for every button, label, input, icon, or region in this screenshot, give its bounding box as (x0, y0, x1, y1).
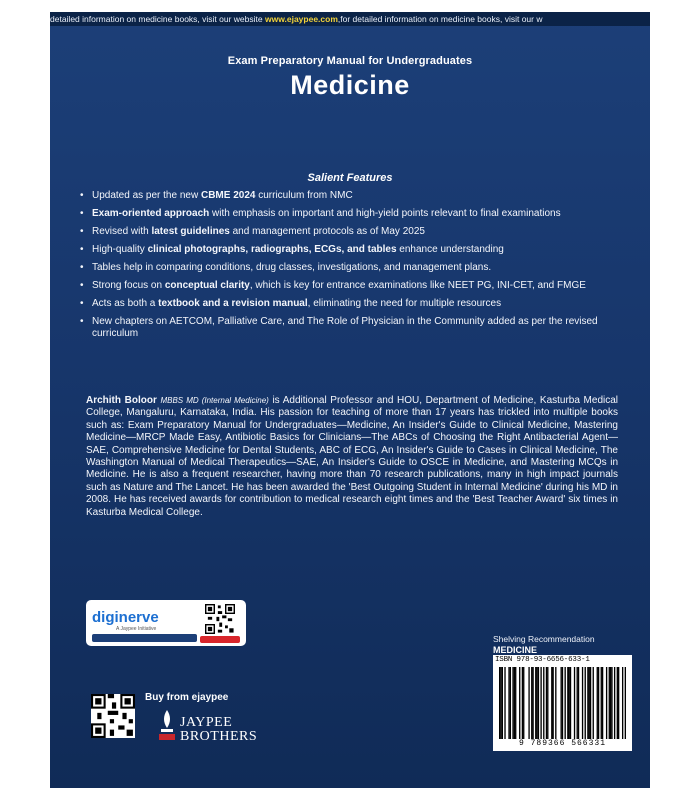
buy-qr-code (90, 694, 136, 738)
barcode-bar (598, 667, 599, 739)
barcode-bar (611, 667, 612, 739)
feature-item: • Revised with latest guidelines and management protocols as of May 2025 (80, 226, 614, 238)
feature-item: • Tables help in comparing conditions, drug classes, investigations, and management plans. (80, 262, 614, 274)
barcode-bar (500, 667, 501, 739)
barcode-bar (531, 667, 532, 739)
barcode-bar (555, 667, 556, 739)
barcode-bars (499, 667, 626, 739)
barcode-bar (499, 667, 500, 739)
author-name: Archith Boloor (86, 395, 157, 406)
barcode-bar (617, 667, 618, 739)
barcode-bar (618, 667, 619, 739)
download-app-button[interactable] (200, 636, 240, 643)
barcode-bar (551, 667, 552, 739)
barcode-bar (614, 667, 615, 739)
barcode-bar (569, 667, 570, 739)
series-title: Exam Preparatory Manual for Undergraduates (227, 55, 473, 67)
isbn-barcode (493, 655, 632, 751)
barcode-bar (574, 667, 575, 739)
diginerve-tagline: A Jaypee Initiative (116, 626, 157, 632)
shelving-value: MEDICINE (493, 645, 538, 655)
barcode-bar (547, 667, 548, 739)
barcode-bar (597, 667, 598, 739)
barcode-bar (601, 667, 602, 739)
barcode-bar (560, 667, 561, 739)
jaypee-emblem-icon (156, 708, 178, 742)
barcode-bar (610, 667, 611, 739)
barcode-bar (590, 667, 591, 739)
barcode-bar (622, 667, 623, 739)
barcode-bar (570, 667, 571, 739)
barcode-bar (502, 667, 503, 739)
book-title: Medicine (290, 70, 410, 100)
banner-text-after: ,for detailed information on medicine books, visit our w (337, 14, 543, 24)
barcode-bar (587, 667, 588, 739)
diginerve-card[interactable] (86, 600, 246, 646)
barcode-bar (565, 667, 566, 739)
barcode-bar (532, 667, 533, 739)
back-cover (50, 12, 650, 788)
banner-text-before: detailed information on medicine books, visit our website (50, 14, 265, 24)
barcode-digits: 9 789366 566331 (518, 739, 606, 748)
author-bio-text: is Additional Professor and HOU, Department of Medicine, Kasturba Medical College, Mangaluru, Karnataka, India. His passion for teaching of more than 17 years has trickled into multiple books such as: Exam Preparatory Manual for Undergraduates—Medicine, An Insider's Guide to Clinical Medicine, Mastering Medicine—MRCP Made Easy, Antibiotic Basics for Clinicians—The ABCs of Choosing the Right Antibacterial Agent—SAE, Comprehensive Medicine for Dental Students, ABC of ECG, An Insider's Guide to Cases in Clinical Medicine, The Washington Manual of Medical Therapeutics—SAE, An Insider's Guide to OSCE in Medicine, and Mastering MCQs in Medicine. He is also a frequent researcher, having more than 70 research publications, many in high impact journals such as Nature and The Lancet. He has been awarded the 'Best Outgoing Student in Internal Medicine' during his MD in 2008. He has received awards for contribution to medical research eight times and the 'Best Teacher Award' six times in Kasturba Medical College. (86, 395, 619, 518)
barcode-bar (562, 667, 563, 739)
barcode-bar (567, 667, 568, 739)
barcode-bar (593, 667, 594, 739)
barcode-bar (589, 667, 590, 739)
feature-item: • Exam-oriented approach with emphasis on important and high-yield points relevant to final examinations (80, 208, 614, 220)
barcode-bar (538, 667, 539, 739)
barcode-bar (602, 667, 603, 739)
feature-item: • Acts as both a textbook and a revision manual, eliminating the need for multiple resources (80, 298, 614, 310)
website-link[interactable]: www.ejaypee.com (264, 14, 338, 24)
barcode-bar (582, 667, 583, 739)
barcode-bar (543, 667, 544, 739)
barcode-bar (510, 667, 511, 739)
author-degree: MBBS MD (Internal Medicine) (160, 396, 269, 405)
barcode-bar (606, 667, 607, 739)
barcode-bar (528, 667, 529, 739)
barcode-bar (519, 667, 520, 739)
barcode-bar (546, 667, 547, 739)
barcode-bar (512, 667, 513, 739)
barcode-bar (577, 667, 578, 739)
feature-item: • High-quality clinical photographs, radiographs, ECGs, and tables enhance understanding (80, 244, 614, 256)
barcode-bar (625, 667, 626, 739)
salient-features-heading: Salient Features (307, 172, 393, 184)
barcode-bar (540, 667, 541, 739)
jaypee-brothers-logo: JAYPEE BROTHERS (180, 715, 258, 744)
salient-features-list (80, 190, 614, 346)
barcode-bar (585, 667, 586, 739)
barcode-bar (609, 667, 610, 739)
diginerve-features-strip (92, 634, 197, 642)
barcode-bar (508, 667, 509, 739)
top-banner (50, 12, 650, 26)
author-bio (86, 395, 618, 519)
feature-item: • Updated as per the new CBME 2024 curriculum from NMC (80, 190, 614, 202)
barcode-bar (578, 667, 579, 739)
diginerve-qr-code (203, 604, 237, 634)
barcode-bar (552, 667, 553, 739)
shelving-label: Shelving Recommendation (493, 634, 595, 644)
barcode-bar (523, 667, 524, 739)
barcode-bar (522, 667, 523, 739)
feature-item: • Strong focus on conceptual clarity, which is key for entrance examinations like NEET PG, INI-CET, and FMGE (80, 280, 614, 292)
barcode-bar (514, 667, 515, 739)
barcode-bar (536, 667, 537, 739)
feature-item: • New chapters on AETCOM, Palliative Care, and The Role of Physician in the Community added as per the revised curriculum (80, 316, 614, 340)
barcode-bar (535, 667, 536, 739)
isbn-text: ISBN 978-93-6656-633-1 (495, 656, 590, 664)
barcode-bar (515, 667, 516, 739)
buy-from-ejaypee[interactable]: Buy from ejaypee (145, 692, 229, 703)
diginerve-logo: diginerve (92, 609, 159, 626)
barcode-bar (504, 667, 505, 739)
